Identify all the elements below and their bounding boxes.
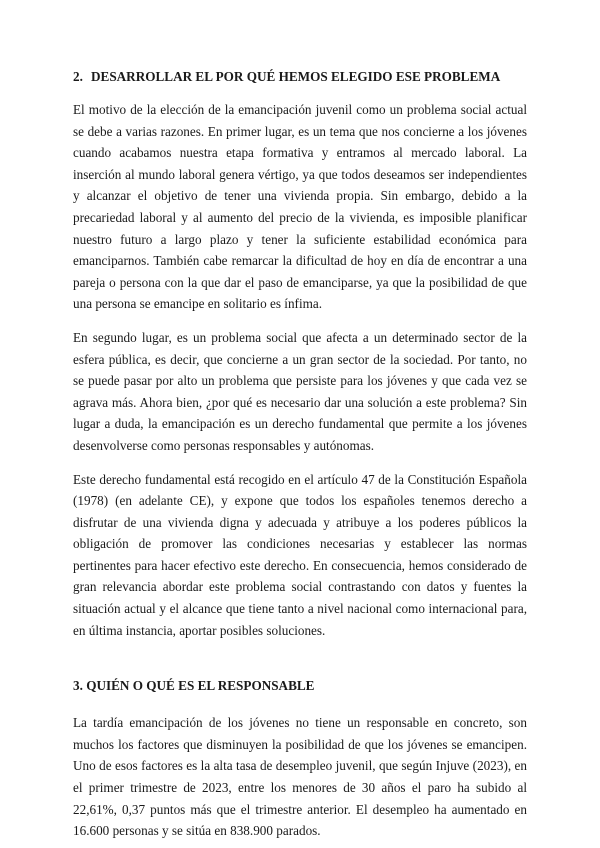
section-2-paragraph-2: En segundo lugar, es un problema social que afecta a un determinado sector de la esfera pública, es decir, que concierne a un gran sector de la sociedad. Por tanto, no se puede pasar por alto un problema que persiste para los jóvenes y que cada vez se agrava más. Ahora bien, ¿por qué es necesario dar una solución a este problema? Sin lugar a duda, la emancipación es un derecho fundamental que permite a los jóvenes desenvolverse como personas responsables y autónomas. — [73, 329, 527, 453]
section-2-title: DESARROLLAR EL POR QUÉ HEMOS ELEGIDO ESE PROBLEMA — [91, 69, 501, 84]
section-2-number: 2. — [73, 69, 83, 84]
section-3-paragraph-1: La tardía emancipación de los jóvenes no tiene un responsable en concreto, son muchos los factores que disminuyen la posibilidad de que los jóvenes se emancipen. Uno de esos factores es la alta tasa de desempleo juvenil, que según Injuve (2023), en el primer trimestre de 2023, entre los menores de 30 años el paro ha subido al 22,61%, 0,37 puntos más que el trimestre anterior. El desempleo ha aumentado en 16.600 personas y se sitúa en 838.900 parados. — [73, 715, 527, 839]
section-2-paragraph-3: Este derecho fundamental está recogido en el artículo 47 de la Constitución Española (1978) (en adelante CE), y expone que todos los españoles tenemos derecho a disfrutar de una vivienda digna y adecuada y atribuye a los poderes públicos la obligación de promover las condiciones necesarias y establecer las normas pertinentes para hacer efectivo este derecho. En consecuencia, hemos considerado de gran relevancia abordar este problema social contrastando con datos y fuentes la situación actual y el alcance que tiene tanto a nivel nacional como internacional para, en última instancia, aportar posibles soluciones. — [73, 471, 527, 638]
section-3-heading: 3. QUIÉN O QUÉ ES EL RESPONSABLE — [73, 678, 315, 694]
section-2-heading — [73, 68, 527, 86]
section-2-paragraph-1: El motivo de la elección de la emancipación juvenil como un problema social actual se debe a varias razones. En primer lugar, es un tema que nos concierne a los jóvenes cuando acabamos nuestra etapa formativa y entramos al mercado laboral. La inserción al mundo laboral genera vértigo, ya que todos deseamos ser independientes y alcanzar el objetivo de tener una vivienda propia. Sin embargo, debido a la precariedad laboral y al aumento del precio de la vivienda, es imposible planificar nuestro futuro a largo plazo y tener la suficiente estabilidad económica para emanciparnos. También cabe remarcar la dificultad de hoy en día de encontrar a una pareja o persona con la que dar el paso de emanciparse, ya que la posibilidad de que una persona se emancipe en solitario es ínfima. — [73, 102, 527, 312]
